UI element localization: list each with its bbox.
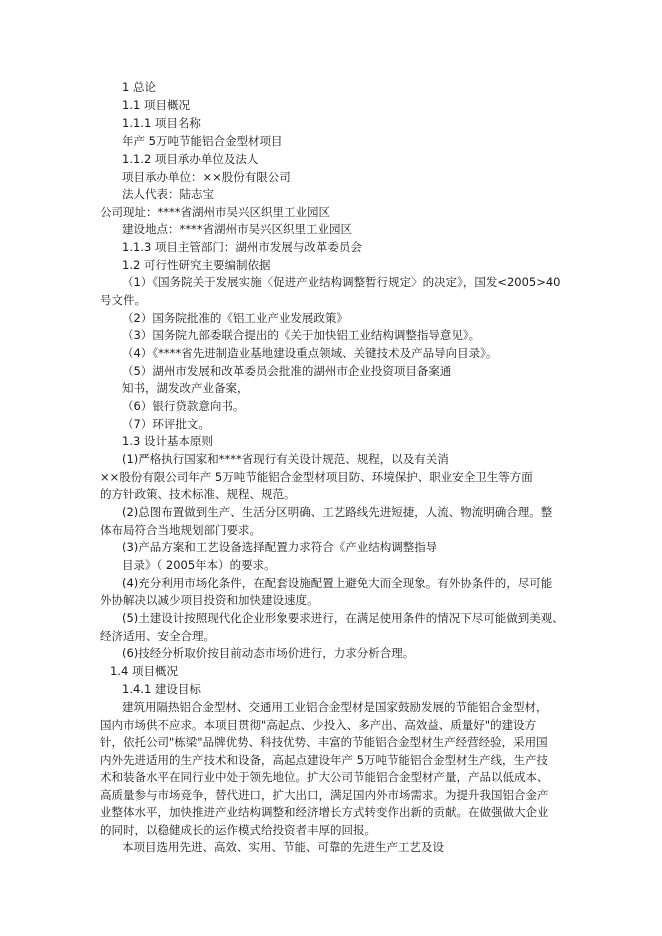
basis-item-3: （3）国务院九部委联合提出的《关于加快铝工业结构调整指导意见》。	[122, 328, 481, 342]
principle-4: (4)充分利用市场化条件，在配套设施配置上避免大而全现象。有外协条件的，尽可能	[122, 576, 553, 590]
legal-representative: 法人代表：陆志宝	[122, 187, 214, 201]
principle-5-cont: 经济适用、安全合理。	[100, 629, 215, 643]
basis-item-2: （2）国务院批准的《铝工业产业发展政策》	[122, 311, 348, 325]
heading-chapter-1: 1 总论	[122, 80, 156, 94]
heading-1-1-1: 1.1.1 项目名称	[122, 116, 201, 130]
heading-1-1-3: 1.1.3 项目主管部门：湖州市发展与改革委员会	[122, 240, 362, 254]
last-paragraph-start: 本项目选用先进、高效、实用、节能、可靠的先进生产工艺及设	[122, 840, 444, 854]
principle-1-cont: ××股份有限公司年产 5万吨节能铝合金型材项目防、环境保护、职业安全卫生等方面	[100, 470, 533, 484]
basis-item-1: （1）《国务院关于发展实施〈促进产业结构调整暂行规定〉的决定》，国发<2005>40	[122, 275, 561, 289]
heading-1-4: 1.4 项目概况	[110, 664, 178, 678]
basis-item-4: （4）《****省先进制造业基地建设重点领域、关键技术及产品导向目录》。	[122, 346, 498, 360]
principle-5: (5)土建设计按照现代化企业形象要求进行，在满足使用条件的情况下尽可能做到美观、	[122, 611, 564, 625]
heading-1-1-2: 1.1.2 项目承办单位及法人	[122, 152, 259, 166]
heading-1-1: 1.1 项目概况	[122, 98, 190, 112]
principle-6: (6)技经分析取价按目前动态市场价进行，力求分析合理。	[122, 646, 415, 660]
heading-1-3: 1.3 设计基本原则	[122, 434, 213, 448]
principle-1: (1)严格执行国家和****省现行有关设计规范、规程，以及有关消	[122, 452, 449, 466]
basis-item-1-cont: 号文件。	[100, 293, 146, 307]
principle-3: (3)产品方案和工艺设备选择配置力求符合《产业结构调整指导	[122, 540, 438, 554]
construction-site: 建设地点：****省湖州市吴兴区织里工业园区	[122, 222, 352, 236]
heading-1-2: 1.2 可行性研究主要编制依据	[122, 258, 271, 272]
project-name: 年产 5万吨节能铝合金型材项目	[122, 134, 283, 148]
basis-item-7: （7）环评批文。	[122, 417, 210, 431]
principle-4-cont: 外协解决以减少项目投资和加快建设速度。	[100, 593, 319, 607]
goal-paragraph: 建筑用隔热铝合金型材、交通用工业铝合金型材是国家鼓励发展的节能铝合金型材，国内市场供不应求。本项目贯彻"高起点、少投入、多产出、高效益、质量好"的建设方针，依托公司"栋梁"品牌优势、科技优势、丰富的节能铝合金型材生产经营经验，采用国内外先进适用的生产技术和设备，高起点建设年产 5万吨节能铝合金型材生产线，生产技术和装备水平在同行业中处于领先地位。扩大公司节能铝合金型材产量，产品以低成本、高质量参与市场竞争，替代进口，扩大出口，满足国内外市场需求。为提升我国铝合金产业整体水平，加快推进产业结构调整和经济增长方式转变作出新的贡献。在做强做大企业的同时，以稳健成长的运作模式给投资者丰厚的回报。	[100, 700, 549, 837]
principle-2-cont: 体布局符合当地规划部门要求。	[100, 523, 261, 537]
undertaking-unit: 项目承办单位：××股份有限公司	[122, 170, 291, 184]
principle-1-cont-2: 的方针政策、技术标准、规程、规范。	[100, 487, 296, 501]
company-address: 公司现址：****省湖州市吴兴区织里工业园区	[100, 205, 330, 219]
principle-3-cont: 目录》（ 2005年本）的要求。	[122, 558, 276, 572]
heading-1-4-1: 1.4.1 建设目标	[122, 682, 201, 696]
basis-item-5: （5）湖州市发展和改革委员会批准的湖州市企业投资项目备案通	[122, 364, 452, 378]
principle-2: (2)总图布置做到生产、生活分区明确、工艺路线先进短捷，人流、物流明确合理。整	[122, 505, 553, 519]
basis-item-6: （6）银行贷款意向书。	[122, 399, 245, 413]
basis-item-5-cont: 知书，湖发改产业备案，	[122, 381, 249, 395]
